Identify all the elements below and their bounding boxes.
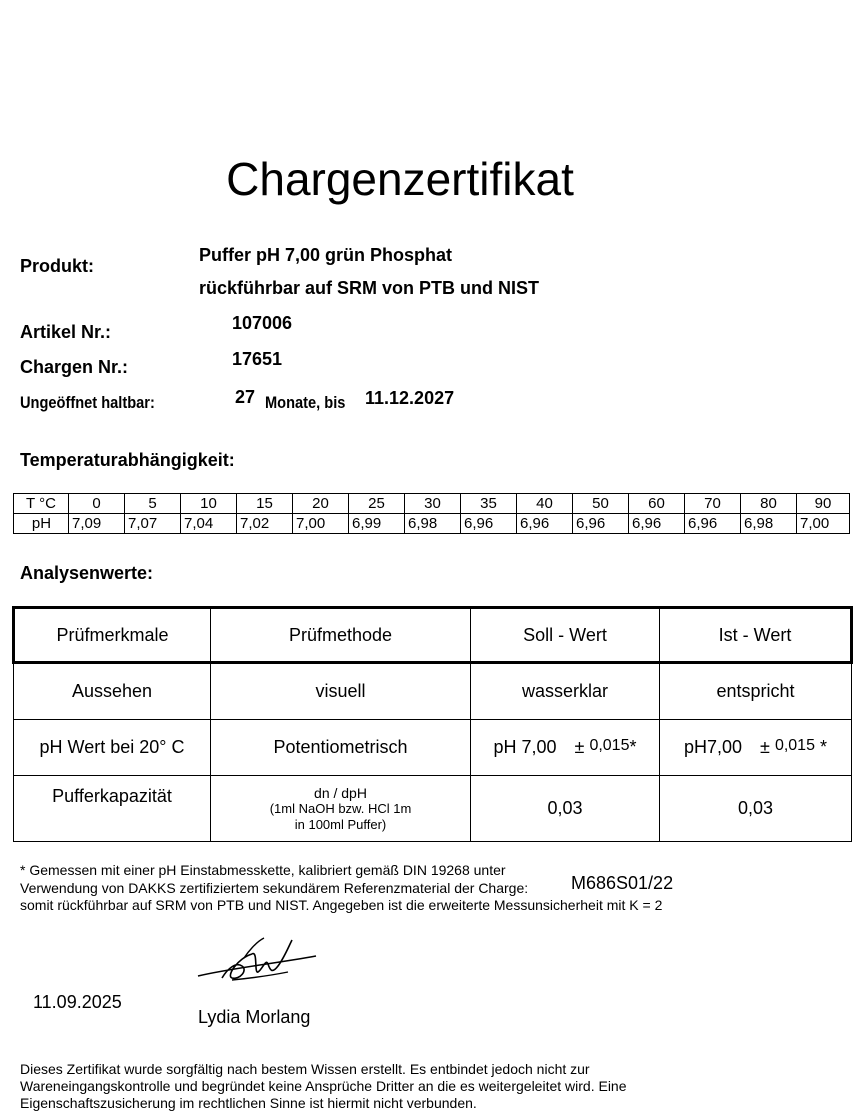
analysis-row-capacity bbox=[14, 776, 852, 842]
analysis-row-ph bbox=[14, 720, 852, 776]
ph-target bbox=[471, 720, 660, 776]
temperature-cell: 15 bbox=[237, 494, 293, 514]
temperature-cell: 25 bbox=[349, 494, 405, 514]
temperature-cell: 0 bbox=[69, 494, 125, 514]
footnote-line: Verwendung von DAKKS zertifiziertem sekundärem Referenzmaterial der Charge: bbox=[20, 880, 529, 896]
ph-target-value: pH 7,00 bbox=[493, 737, 557, 757]
header-method: Prüfmethode bbox=[211, 608, 471, 663]
temperature-row-label: T °C bbox=[14, 494, 69, 514]
disclaimer-line: Dieses Zertifikat wurde sorgfältig nach bestem Wissen erstellt. Es entbindet jedoch nicht zur bbox=[20, 1061, 590, 1077]
capacity-method bbox=[211, 776, 471, 842]
appearance-method: visuell bbox=[211, 663, 471, 720]
article-label: Artikel Nr.: bbox=[20, 322, 112, 342]
analysis-table bbox=[12, 606, 853, 842]
capacity-target: 0,03 bbox=[471, 776, 660, 842]
temperature-cell: 20 bbox=[293, 494, 349, 514]
appearance-target: wasserklar bbox=[471, 663, 660, 720]
capacity-feature: Pufferkapazität bbox=[14, 776, 211, 842]
ph-cell: 6,98 bbox=[405, 514, 461, 534]
plus-minus-sign: ± bbox=[760, 737, 770, 757]
ph-actual-value: pH7,00 bbox=[683, 737, 743, 757]
temperature-cell: 35 bbox=[461, 494, 517, 514]
ph-target-tolerance: 0,015 bbox=[589, 737, 630, 754]
temperature-row bbox=[14, 494, 850, 514]
appearance-feature: Aussehen bbox=[14, 663, 211, 720]
asterisk-mark: * bbox=[629, 737, 637, 757]
temperature-heading: Temperaturabhängigkeit: bbox=[20, 450, 235, 470]
disclaimer-line: Eigenschaftszusicherung im rechtlichen Sinne ist hiermit nicht verbunden. bbox=[20, 1095, 477, 1111]
ph-row bbox=[14, 514, 850, 534]
issue-date: 11.09.2025 bbox=[33, 992, 122, 1012]
ph-cell: 7,09 bbox=[69, 514, 125, 534]
product-label: Produkt: bbox=[20, 256, 94, 276]
temperature-cell: 50 bbox=[573, 494, 629, 514]
batch-number: 17651 bbox=[232, 349, 283, 369]
temperature-cell: 90 bbox=[797, 494, 850, 514]
temperature-cell: 10 bbox=[181, 494, 237, 514]
ph-cell: 7,00 bbox=[293, 514, 349, 534]
ph-cell: 6,98 bbox=[741, 514, 797, 534]
ph-actual-tolerance: 0,015 bbox=[774, 737, 815, 754]
analysis-header-row bbox=[14, 608, 852, 663]
temperature-cell: 80 bbox=[741, 494, 797, 514]
reference-charge: M686S01/22 bbox=[571, 873, 674, 893]
shelf-life-label: Ungeöffnet haltbar: bbox=[20, 393, 155, 412]
disclaimer-line: Wareneingangskontrolle und begründet keine Ansprüche Dritter an die es weitergeleitet wird. Eine bbox=[20, 1078, 627, 1094]
footnote-line: somit rückführbar auf SRM von PTB und NIST. Angegeben ist die erweiterte Messunsicherheit mit K = 2 bbox=[20, 897, 663, 913]
shelf-life-months-text: Monate, bis bbox=[265, 393, 346, 412]
header-actual: Ist - Wert bbox=[660, 608, 852, 663]
asterisk-mark: * bbox=[820, 737, 828, 757]
ph-cell: 6,96 bbox=[461, 514, 517, 534]
ph-cell: 6,96 bbox=[573, 514, 629, 534]
signatory-name: Lydia Morlang bbox=[198, 1007, 311, 1027]
footnote-line: * Gemessen mit einer pH Einstabmesskette, kalibriert gemäß DIN 19268 unter bbox=[20, 862, 506, 878]
product-name: Puffer pH 7,00 grün Phosphat bbox=[199, 245, 453, 265]
ph-cell: 6,96 bbox=[517, 514, 573, 534]
shelf-life-months: 27 bbox=[235, 387, 256, 407]
appearance-actual: entspricht bbox=[660, 663, 852, 720]
temperature-cell: 30 bbox=[405, 494, 461, 514]
temperature-cell: 5 bbox=[125, 494, 181, 514]
ph-cell: 6,99 bbox=[349, 514, 405, 534]
ph-cell: 7,02 bbox=[237, 514, 293, 534]
temperature-cell: 70 bbox=[685, 494, 741, 514]
temperature-table bbox=[13, 493, 850, 534]
header-feature: Prüfmerkmale bbox=[14, 608, 211, 663]
ph-cell: 6,96 bbox=[685, 514, 741, 534]
plus-minus-sign: ± bbox=[574, 737, 585, 757]
temperature-cell: 60 bbox=[629, 494, 685, 514]
ph-cell: 7,07 bbox=[125, 514, 181, 534]
ph-feature: pH Wert bei 20° C bbox=[14, 720, 211, 776]
signature-image bbox=[192, 928, 327, 1008]
product-traceability: rückführbar auf SRM von PTB und NIST bbox=[199, 278, 540, 298]
capacity-method-detail: in 100ml Puffer) bbox=[294, 816, 387, 832]
ph-actual bbox=[660, 720, 852, 776]
shelf-life-date: 11.12.2027 bbox=[365, 388, 455, 408]
article-number: 107006 bbox=[232, 313, 293, 333]
analysis-heading: Analysenwerte: bbox=[20, 563, 154, 583]
capacity-method-formula: dn / dpH bbox=[314, 784, 367, 801]
capacity-actual: 0,03 bbox=[660, 776, 852, 842]
batch-label: Chargen Nr.: bbox=[20, 357, 129, 377]
page-title: Chargenzertifikat bbox=[226, 153, 574, 205]
ph-cell: 7,00 bbox=[797, 514, 850, 534]
ph-cell: 7,04 bbox=[181, 514, 237, 534]
ph-method: Potentiometrisch bbox=[211, 720, 471, 776]
capacity-method-detail: (1ml NaOH bzw. HCl 1m bbox=[269, 800, 412, 816]
temperature-cell: 40 bbox=[517, 494, 573, 514]
ph-row-label: pH bbox=[14, 514, 69, 534]
ph-cell: 6,96 bbox=[629, 514, 685, 534]
analysis-row-appearance bbox=[14, 663, 852, 720]
header-target: Soll - Wert bbox=[471, 608, 660, 663]
